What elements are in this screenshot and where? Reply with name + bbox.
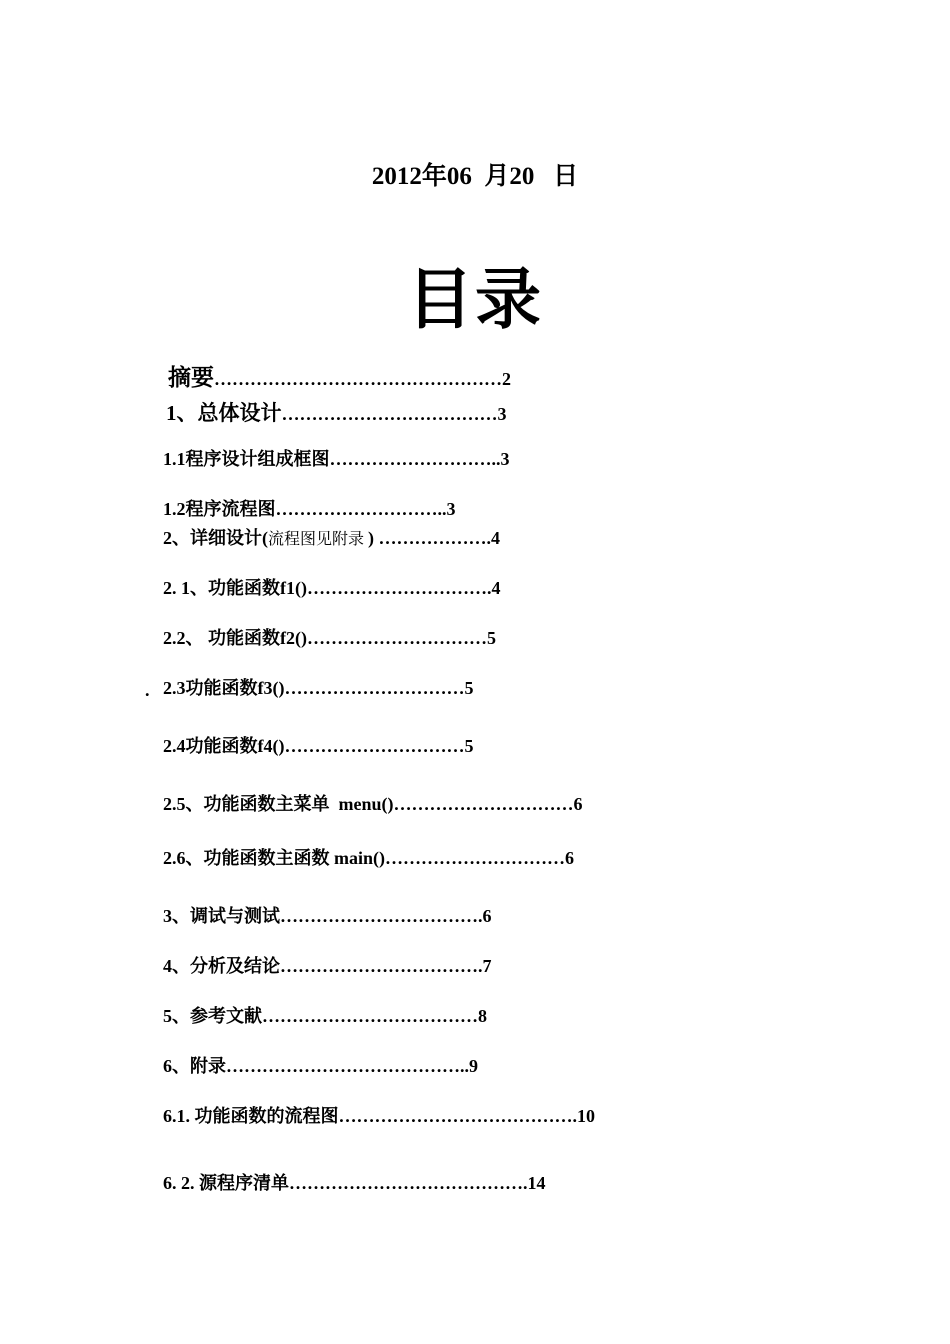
toc-entry-label: 6. 2. 源程序清单: [163, 1173, 289, 1193]
toc-entry-leader: …………………………………………: [214, 369, 502, 389]
toc-entry-label: 摘要: [168, 365, 214, 390]
toc-entry-page: 6: [573, 794, 583, 814]
toc-entry-page: 14: [527, 1173, 546, 1193]
toc-entry-label: 2、详细设计(: [163, 528, 268, 548]
toc-entry-page: 3: [497, 404, 507, 424]
toc-entry-page: 7: [482, 956, 492, 976]
toc-entry-label: 2.3功能函数f3(): [163, 678, 285, 698]
toc-entry-label: 4、分析及结论: [163, 956, 280, 976]
toc-entry-label: 6.1. 功能函数的流程图: [163, 1106, 339, 1126]
toc-entry-page: 10: [577, 1106, 595, 1126]
toc-entry-label: 1.2程序流程图: [163, 499, 276, 519]
toc-entry-leader: …………………………………..: [226, 1056, 469, 1076]
toc-entry-page: 3: [500, 449, 510, 469]
toc-entry-page: 5: [486, 628, 496, 648]
toc-entry-leader: …………………………: [393, 794, 574, 814]
toc-entry-leader: …………………………: [284, 678, 465, 698]
document-date: 2012年06 月20 日: [371, 163, 579, 190]
toc-entry-label: 2.2、 功能函数f2(): [163, 628, 307, 648]
toc-entry-note: 流程图见附录: [268, 531, 369, 548]
toc-entry-label: 2. 1、功能函数f1(): [163, 578, 307, 598]
toc-entry-leader: ……………….: [378, 528, 492, 548]
toc-entry-leader: …………………………: [385, 848, 565, 868]
toc-entry-page: 9: [469, 1056, 478, 1076]
toc-entry-leader: ………………………………….: [289, 1173, 528, 1193]
toc-entry-label: 6、附录: [163, 1056, 226, 1076]
toc-entry-page: 5: [464, 678, 474, 698]
toc-entry-leader: ………………………..: [329, 449, 501, 469]
toc-entry-page: 8: [478, 1006, 487, 1026]
toc-entry-page: 3: [446, 499, 456, 519]
toc-entry-leader: ………………………………: [281, 404, 498, 424]
toc-entry-label: 3、调试与测试: [163, 906, 280, 926]
toc-entry-6-2[interactable]: [145, 1148, 546, 1216]
toc-entry-page: 2: [502, 369, 511, 389]
toc-entry-page: 4: [491, 578, 501, 598]
page-title: 目录: [407, 264, 543, 337]
toc-entry-leader: ………………………………: [262, 1006, 478, 1026]
toc-entry-page: 6: [565, 848, 574, 868]
toc-entry-leader: …………………………….: [280, 906, 483, 926]
toc-entry-label-end: ): [368, 528, 375, 548]
toc-entry-leader: ………………………….: [306, 578, 492, 598]
toc-entry-label: 1.1程序设计组成框图: [163, 449, 330, 469]
toc-entry-label: 2.4功能函数f4(): [163, 736, 285, 756]
toc-entry-leader: …………………………….: [280, 956, 483, 976]
toc-entry-page: 4: [491, 528, 501, 548]
toc-entry-leader: ………………………..: [275, 499, 447, 519]
toc-entry-label: 2.5、功能函数主菜单 menu(): [163, 794, 394, 814]
toc-entry-leader: …………………………: [306, 628, 487, 648]
toc-entry-leader: …………………………: [284, 736, 465, 756]
toc-entry-label: 2.6、功能函数主函数 main(): [163, 848, 385, 868]
stray-dot: .: [145, 680, 150, 700]
toc-entry-page: 6: [482, 906, 492, 926]
toc-entry-leader: ………………………………….: [338, 1106, 577, 1126]
toc-entry-page: 5: [464, 736, 474, 756]
toc-entry-label: 1、总体设计: [166, 401, 282, 425]
toc-entry-6-1[interactable]: [145, 1081, 595, 1149]
toc-entry-label: 5、参考文献: [163, 1006, 262, 1026]
